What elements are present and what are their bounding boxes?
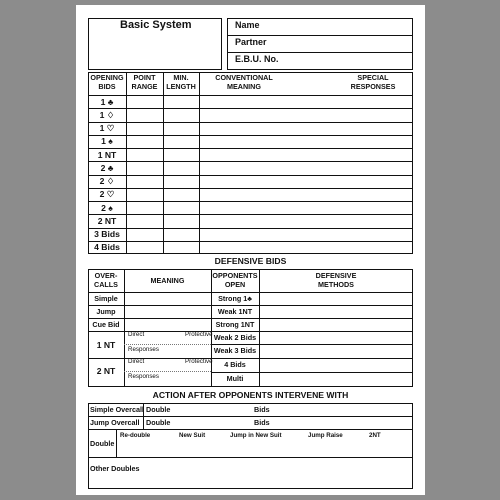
conventional-meaning-header-2: MEANING — [227, 82, 261, 91]
conventional-meaning-header-1: CONVENTIONAL — [215, 73, 273, 82]
simple-overcall-label: Simple Overcall — [90, 405, 144, 414]
new-suit-label: New Suit — [179, 432, 206, 439]
overcall-1nt-label: 1 NT — [96, 340, 116, 350]
opening-bid-label: 3 Bids — [94, 229, 120, 240]
overcalls-header-1: OVER- — [94, 271, 118, 280]
opening-bid-label: 1 ♢ — [99, 109, 115, 120]
double-label: Double — [90, 439, 115, 448]
defensive-meaning-header: MEANING — [150, 276, 185, 285]
overcalls-header-2: CALLS — [94, 280, 118, 289]
opening-bid-label: 1 ♡ — [99, 123, 115, 134]
1nt-responses-label: Responses — [128, 346, 159, 353]
special-responses-header-1: SPECIAL — [357, 73, 389, 82]
overcall-simple-label: Simple — [94, 294, 118, 303]
partner-label: Partner — [235, 37, 267, 47]
opp-strong-1c-label: Strong 1♣ — [218, 294, 252, 303]
basic-system-title: Basic System — [120, 19, 192, 31]
point-range-header-2: RANGE — [131, 82, 158, 91]
overcall-2nt-label: 2 NT — [96, 366, 116, 376]
simple-overcall-double-label: Double — [146, 405, 171, 414]
min-length-header-1: MIN. — [173, 73, 189, 82]
defensive-methods-header-1: DEFENSIVE — [315, 271, 357, 280]
special-responses-header-2: RESPONSES — [350, 82, 396, 91]
convention-card — [76, 5, 425, 495]
jump-overcall-label: Jump Overcall — [90, 418, 140, 427]
1nt-protective-label: Protective — [185, 331, 213, 338]
opp-4-bids-label: 4 Bids — [224, 360, 246, 369]
opening-bid-label: 2 ♡ — [99, 189, 115, 200]
jump-raise-label: Jump Raise — [308, 432, 343, 439]
2nt-label: 2NT — [369, 432, 381, 439]
defensive-methods-header-2: METHODS — [318, 280, 354, 289]
opening-bid-label: 1 ♣ — [100, 96, 114, 107]
2nt-direct-label: Direct — [128, 358, 145, 365]
opp-weak-3-bids-label: Weak 3 Bids — [213, 346, 257, 355]
defensive-bids-title: DEFENSIVE BIDS — [214, 256, 287, 266]
opening-bids-header-2: BIDS — [98, 82, 116, 91]
opp-multi-label: Multi — [226, 374, 244, 383]
name-label: Name — [235, 20, 260, 30]
overcall-jump-label: Jump — [96, 307, 116, 316]
opponents-open-header-1: OPPONENTS — [212, 271, 258, 280]
opponents-open-header-2: OPEN — [224, 280, 246, 289]
ebu-number-label: E.B.U. No. — [235, 54, 279, 64]
opening-bid-label: 1 ♠ — [101, 136, 113, 147]
opening-bid-label: 2 ♣ — [100, 162, 114, 173]
opening-bid-label: 1 NT — [97, 149, 117, 160]
jump-in-new-suit-label: Jump in New Suit — [230, 432, 282, 439]
2nt-protective-label: Protective — [185, 358, 213, 365]
jump-overcall-bids-label: Bids — [254, 418, 270, 427]
jump-overcall-double-label: Double — [146, 418, 171, 427]
2nt-responses-label: Responses — [128, 373, 159, 380]
opening-bid-label: 2 ♠ — [101, 202, 113, 213]
intervene-title: ACTION AFTER OPPONENTS INTERVENE WITH — [152, 390, 349, 400]
point-range-header-1: POINT — [133, 73, 156, 82]
opp-weak-2-bids-label: Weak 2 Bids — [213, 333, 257, 342]
simple-overcall-bids-label: Bids — [254, 405, 270, 414]
opp-weak-1nt-label: Weak 1NT — [217, 307, 253, 316]
opening-bid-label: 2 NT — [97, 215, 117, 226]
opening-bid-label: 4 Bids — [94, 242, 120, 253]
other-doubles-label: Other Doubles — [90, 464, 140, 473]
min-length-header-2: LENGTH — [166, 82, 196, 91]
overcall-cue-bid-label: Cue Bid — [92, 320, 120, 329]
1nt-direct-label: Direct — [128, 331, 145, 338]
redouble-label: Re-double — [120, 432, 151, 439]
opening-bids-header-1: OPENING — [90, 73, 124, 82]
opp-strong-1nt-label: Strong 1NT — [215, 320, 255, 329]
opening-bid-label: 2 ♢ — [99, 176, 115, 187]
